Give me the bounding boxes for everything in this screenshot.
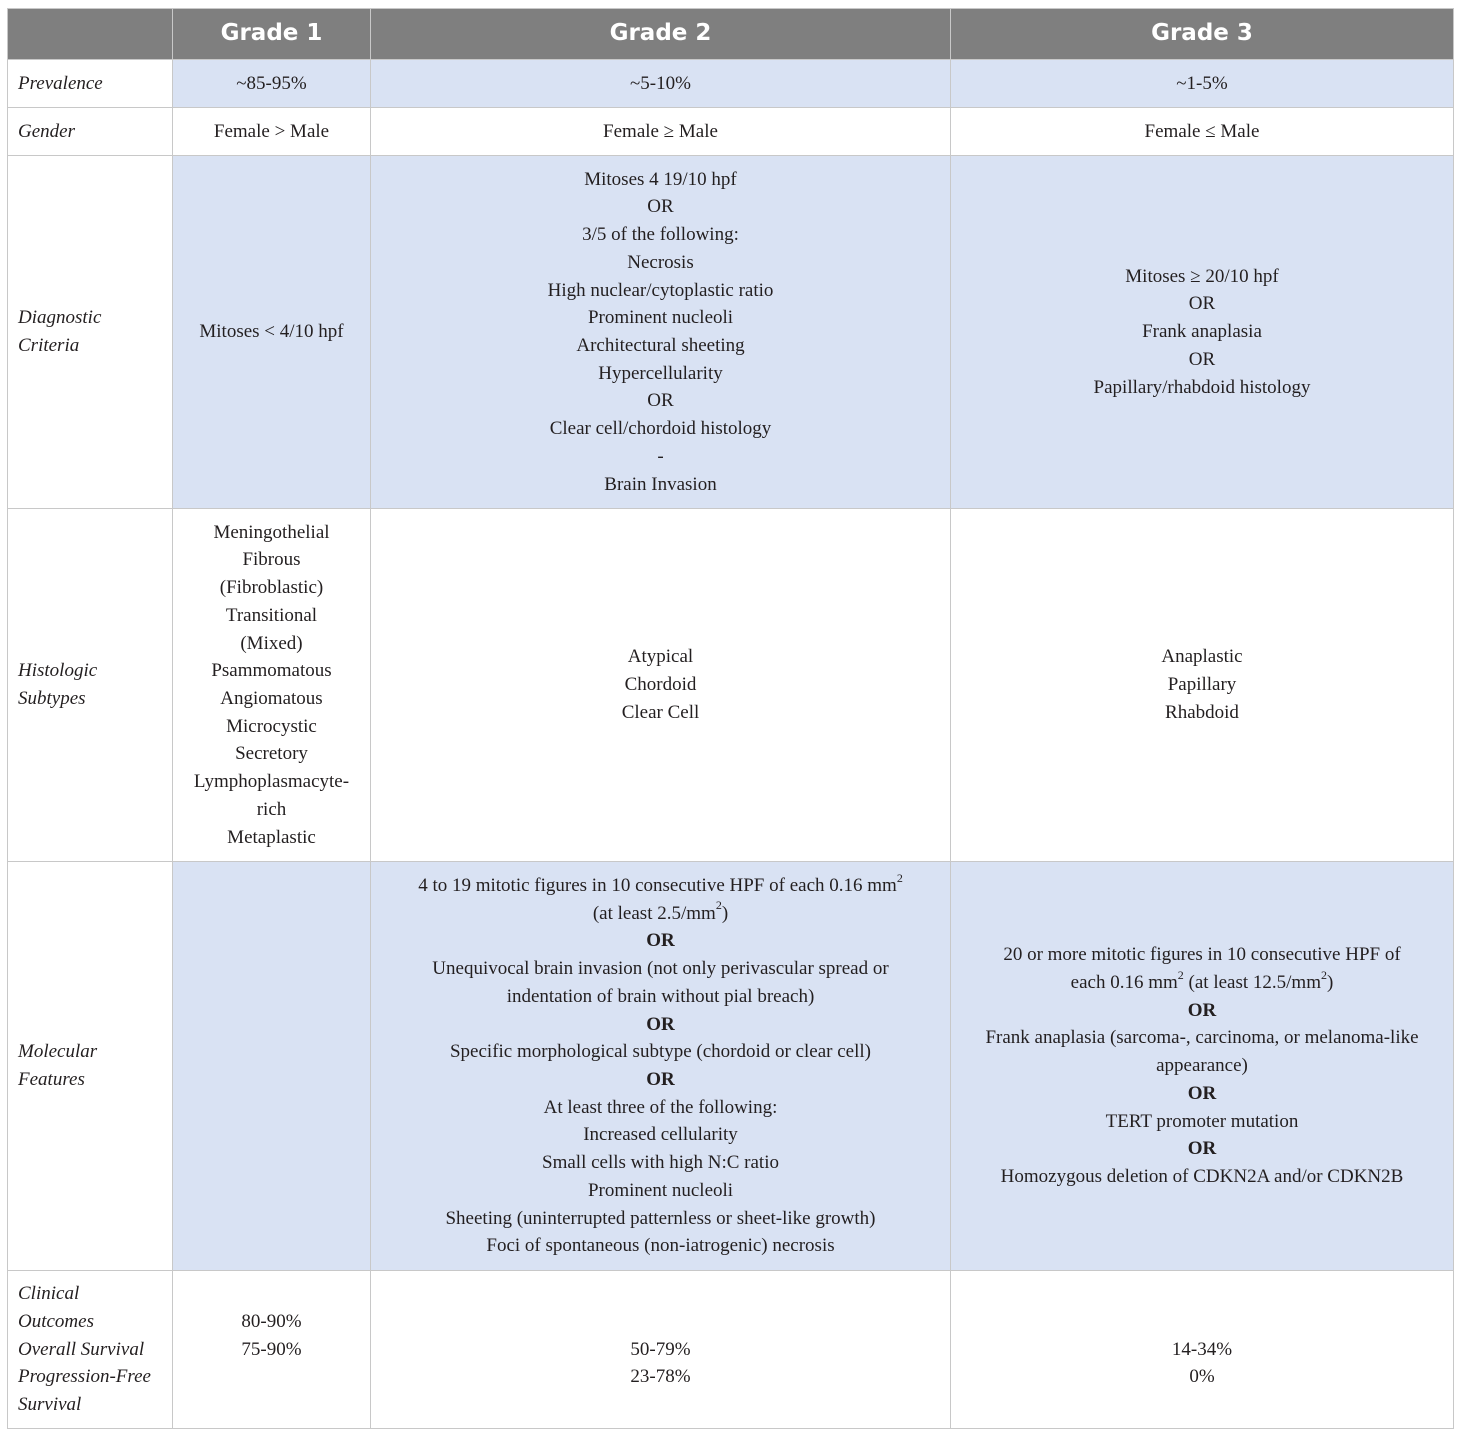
feature-line: Frank anaplasia (sarcoma-, carcinoma, or melanoma-like	[985, 1027, 1419, 1049]
subtype-line: (Mixed)	[240, 632, 303, 654]
outcome-line: 23-78%	[630, 1366, 691, 1388]
row-diagnostic-criteria	[8, 156, 1454, 509]
label-line: Progression-Free	[18, 1366, 151, 1388]
criteria-line: OR	[647, 196, 674, 218]
feature-line: 4 to 19 mitotic figures in 10 consecutive HPF of each 0.16 $mm^2$	[418, 870, 903, 897]
or-label: OR	[646, 930, 675, 952]
label-line: Molecular	[18, 1041, 98, 1063]
feature-line: TERT promoter mutation	[1105, 1110, 1299, 1132]
feature-line: Sheeting (uninterrupted patternless or sheet-like growth)	[445, 1207, 876, 1229]
subtype-line: Fibrous	[242, 549, 301, 571]
criteria-line: Mitoses 4 19/10 hpf	[584, 168, 737, 190]
criteria-line: Mitoses ≥ 20/10 hpf	[1125, 265, 1279, 287]
criteria-line: OR	[1188, 293, 1216, 315]
criteria-line: Mitoses < 4/10 hpf	[199, 321, 344, 343]
criteria-line: OR	[1188, 348, 1216, 370]
feature-line: indentation of brain without pial breach)	[506, 985, 815, 1007]
row-clinical-outcomes	[8, 1271, 1454, 1429]
feature-line: Unequivocal brain invasion (not only perivascular spread or	[432, 958, 889, 980]
feature-line: Small cells with high N:C ratio	[542, 1152, 779, 1174]
subtype-line: rich	[256, 798, 287, 820]
subtype-line: (Fibroblastic)	[219, 577, 324, 599]
subtype-line: Microcystic	[226, 715, 317, 737]
subtype-line: Lymphoplasmacyte-	[193, 771, 350, 793]
label-line: Overall Survival	[18, 1338, 145, 1360]
outcome-spacer	[183, 1363, 360, 1391]
subtype-line: Anaplastic	[1161, 646, 1243, 668]
row-molecular-features	[8, 862, 1454, 1271]
diagnostic-grade-2	[371, 156, 951, 509]
clinical-grade-3	[951, 1271, 1454, 1429]
feature-line: At least three of the following:	[543, 1096, 778, 1118]
outcome-line: 0%	[1189, 1366, 1215, 1388]
clinical-grade-1	[173, 1271, 371, 1429]
feature-line: Prominent nucleoli	[587, 1179, 734, 1201]
prevalence-grade-3: ~1-5%	[951, 60, 1454, 108]
or-label: OR	[1187, 1082, 1217, 1104]
outcome-line: 14-34%	[1171, 1338, 1233, 1360]
subtype-line: Atypical	[627, 646, 694, 668]
criteria-line: Necrosis	[627, 251, 694, 273]
molecular-grade-2	[371, 862, 951, 1271]
criteria-line: Brain Invasion	[604, 473, 717, 495]
subtype-line: Psammomatous	[211, 660, 332, 682]
subtype-line: Angiomatous	[220, 688, 323, 709]
subtype-line: Transitional	[225, 604, 318, 626]
header-blank-cell	[8, 9, 173, 60]
gender-grade-1: Female > Male	[173, 108, 371, 156]
outcome-line: 80-90%	[241, 1310, 302, 1332]
clinical-grade-2	[371, 1271, 951, 1429]
meningioma-grade-table	[7, 8, 1454, 1429]
subtype-line: Secretory	[235, 743, 308, 765]
header-grade-1: Grade 1	[173, 9, 371, 60]
feature-line: 20 or more mitotic figures in 10 consecutive HPF of	[1003, 944, 1401, 966]
subtype-line: Papillary	[1167, 674, 1237, 696]
feature-line: Foci of spontaneous (non-iatrogenic) necrosis	[486, 1235, 835, 1257]
outcome-spacer	[381, 1308, 940, 1336]
subtype-line: Meningothelial	[213, 521, 330, 543]
label-line: Subtypes	[18, 688, 86, 709]
subtype-line: Chordoid	[624, 674, 697, 696]
feature-line: (at least $2.5/mm^2$)	[592, 898, 729, 924]
header-grade-3: Grade 3	[951, 9, 1454, 60]
histologic-grade-1	[173, 509, 371, 862]
row-label-diagnostic-criteria	[8, 156, 173, 509]
outcome-line: 75-90%	[241, 1338, 302, 1360]
criteria-line: 3/5 of the following:	[582, 224, 739, 246]
row-histologic-subtypes	[8, 509, 1454, 862]
label-line: Outcomes	[18, 1310, 94, 1332]
or-label: OR	[1187, 999, 1217, 1021]
or-label: OR	[1187, 1138, 1217, 1160]
criteria-line: High nuclear/cytoplastic ratio	[547, 279, 774, 301]
row-gender	[8, 108, 1454, 156]
subtype-line: Rhabdoid	[1165, 701, 1239, 723]
header-grade-2: Grade 2	[371, 9, 951, 60]
or-label: OR	[646, 1013, 675, 1035]
criteria-line: Hypercellularity	[598, 362, 723, 384]
criteria-line: Papillary/rhabdoid histology	[1093, 376, 1311, 398]
outcome-line: 50-79%	[630, 1338, 691, 1360]
criteria-line: Frank anaplasia	[1142, 321, 1262, 343]
label-line: Histologic	[18, 660, 98, 682]
criteria-line: Clear cell/chordoid histology	[549, 418, 772, 440]
prevalence-grade-1: ~85-95%	[173, 60, 371, 108]
criteria-line: -	[657, 445, 664, 467]
label-line: Diagnostic	[18, 307, 102, 329]
molecular-grade-1	[173, 862, 371, 1271]
feature-line: Specific morphological subtype (chordoid or clear cell)	[449, 1041, 871, 1063]
feature-line: each 0.16 $mm^2$ (at least $12.5/mm^2$)	[1070, 967, 1334, 994]
feature-line: appearance)	[1156, 1055, 1248, 1077]
row-label-clinical-outcomes	[8, 1271, 173, 1429]
row-label-gender: Gender	[8, 108, 173, 156]
diagnostic-grade-1	[173, 156, 371, 509]
gender-grade-2: Female ≥ Male	[371, 108, 951, 156]
or-label: OR	[646, 1069, 675, 1090]
row-label-prevalence: Prevalence	[8, 60, 173, 108]
label-line: Survival	[18, 1394, 82, 1416]
subtype-line: Clear Cell	[621, 701, 700, 723]
label-line: Clinical	[18, 1283, 80, 1305]
label-line: Features	[18, 1069, 85, 1090]
diagnostic-grade-3	[951, 156, 1454, 509]
histologic-grade-3	[951, 509, 1454, 862]
prevalence-grade-2: ~5-10%	[371, 60, 951, 108]
feature-line: Homozygous deletion of CDKN2A and/or CDKN2B	[1000, 1165, 1404, 1187]
molecular-grade-3	[951, 862, 1454, 1271]
row-label-histologic-subtypes	[8, 509, 173, 862]
row-label-molecular-features	[8, 862, 173, 1271]
criteria-line: OR	[647, 390, 674, 412]
label-line: Criteria	[18, 335, 80, 356]
row-prevalence	[8, 60, 1454, 108]
subtype-line: Metaplastic	[227, 826, 316, 848]
criteria-line: Prominent nucleoli	[587, 307, 734, 329]
histologic-grade-2	[371, 509, 951, 862]
feature-line: Increased cellularity	[583, 1124, 738, 1146]
criteria-line: Architectural sheeting	[576, 335, 745, 356]
outcome-spacer	[961, 1308, 1443, 1336]
gender-grade-3: Female ≤ Male	[951, 108, 1454, 156]
header-row	[8, 9, 1454, 60]
